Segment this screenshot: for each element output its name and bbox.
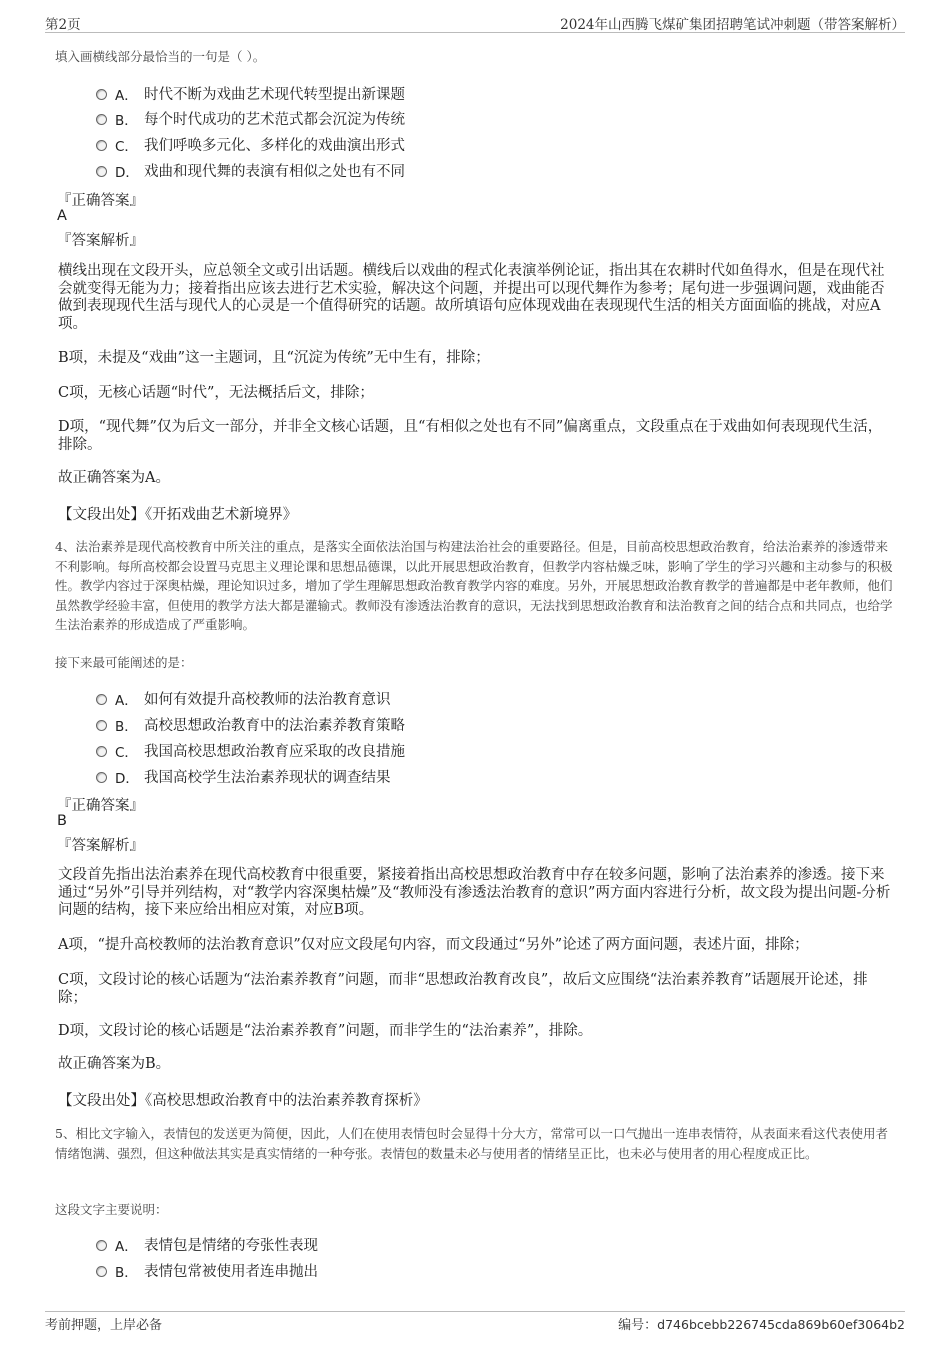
q4-explanation-main: 文段首先指出法治素养在现代高校教育中很重要，紧接着指出高校思想政治教育中存在较多问题，影响了法治素养的渗透。接下来通过“另外”引导并列结构，对“教学内容深奥枯燥”及“教师没有渗透法治教育的意识”两方面内容进行分析，故文段为提出问题-分析问题的结构，接下来应给出相应对策，对应B项。	[58, 867, 891, 918]
q4-explanation-d: D项，文段讨论的核心话题是“法治素养教育”问题，而非学生的“法治素养”，排除。	[58, 1023, 593, 1039]
radio-button[interactable]	[96, 1240, 107, 1251]
code-label: 编号：	[618, 1318, 658, 1333]
option-text: 戏曲和现代舞的表演有相似之处也有不同	[144, 164, 405, 180]
q3-stem: 填入画横线部分最恰当的一句是（ ）。	[55, 49, 266, 64]
radio-button[interactable]	[96, 89, 107, 100]
option-letter: A．	[115, 1239, 138, 1255]
option-text: 表情包常被使用者连串抛出	[144, 1264, 318, 1280]
radio-button[interactable]	[96, 1266, 107, 1277]
option-letter: D．	[115, 165, 139, 181]
option-letter: C．	[115, 745, 138, 761]
radio-button[interactable]	[96, 140, 107, 151]
q3-explanation-c: C项，无核心话题“时代”，无法概括后文，排除；	[58, 385, 374, 401]
footer-slogan: 考前押题，上岸必备	[45, 1318, 163, 1333]
option-letter: A．	[115, 693, 138, 709]
q4-answer: B	[57, 813, 67, 829]
option-letter: B．	[115, 1265, 138, 1281]
q4-stem: 接下来最可能阐述的是：	[55, 655, 193, 670]
option-text: 表情包是情绪的夸张性表现	[144, 1238, 318, 1254]
q5-passage: 5、相比文字输入，表情包的发送更为简便，因此，人们在使用表情包时会显得十分大方，常常可以一口气抛出一连串表情符，从表面来看这代表使用者情绪饱满、强烈，但这种做法其实是真实情绪的一种夸张。表情包的数量未必与使用者的情绪呈正比，也未必与使用者的用心程度成正比。	[55, 1126, 888, 1161]
radio-button[interactable]	[96, 694, 107, 705]
q4-source: 【文段出处】《高校思想政治教育中的法治素养教育探析》	[58, 1093, 428, 1109]
q4-explanation-c: C项，文段讨论的核心话题为“法治素养教育”问题，而非“思想政治教育改良”，故后文应围绕“法治素养教育”话题展开论述，排除；	[58, 972, 868, 1006]
code-value: d746bcebb226745cda869b60ef3064b2	[657, 1317, 905, 1332]
q3-explanation-d: D项，“现代舞”仅为后文一部分，并非全文核心话题，且“有相似之处也有不同”偏离重点，文段重点在于戏曲如何表现现代生活，排除。	[58, 419, 883, 453]
option-letter: B．	[115, 113, 138, 129]
q3-analysis-label: 『答案解析』	[57, 233, 144, 249]
option-letter: A．	[115, 88, 138, 104]
radio-button[interactable]	[96, 720, 107, 731]
q4-explanation-a: A项，“提升高校教师的法治教育意识”仅对应文段尾句内容，而文段通过“另外”论述了两方面问题，表述片面，排除；	[58, 937, 809, 953]
q3-source: 【文段出处】《开拓戏曲艺术新境界》	[58, 507, 298, 523]
q4-analysis-label: 『答案解析』	[57, 838, 144, 854]
q4-passage: 4、法治素养是现代高校教育中所关注的重点，是落实全面依法治国与构建法治社会的重要路径。但是，目前高校思想政治教育，给法治素养的渗透带来不利影响。每所高校都会设置马克思主义理论课和思想品德课，以此开展思想政治教育，但教学内容枯燥乏味，影响了学生的学习兴趣和主动参与的积极性。教学内容过于深奥枯燥，理论知识过多，增加了学生理解思想政治教育教学内容的难度。另外，开展思想政治教育教学的普遍都是中老年教师，他们虽然教学经验丰富，但使用的教学方法大都是灌输式。教师没有渗透法治教育的意识，无法找到思想政治教育和法治教育之间的结合点和共同点，也给学生法治素养的形成造成了严重影响。	[55, 539, 893, 632]
option-text: 高校思想政治教育中的法治素养教育策略	[144, 718, 405, 734]
q3-explanation-main: 横线出现在文段开头，应总领全文或引出话题。横线后以戏曲的程式化表演举例论证，指出其在农耕时代如鱼得水，但是在现代社会就变得无能为力；接着指出应该去进行艺术实验，解决这个问题，并提出可以现代舞作为参考；尾句进一步强调问题，戏曲能否做到表现现代生活与现代人的心灵是一个值得研究的话题。故所填语句应体现戏曲在表现现代生活的相关方面面临的挑战，对应A项。	[58, 263, 885, 332]
option-text: 我们呼唤多元化、多样化的戏曲演出形式	[144, 138, 405, 154]
q3-answer-label: 『正确答案』	[57, 193, 144, 209]
option-letter: B．	[115, 719, 138, 735]
radio-button[interactable]	[96, 114, 107, 125]
q5-stem: 这段文字主要说明：	[55, 1202, 168, 1217]
option-text: 我国高校思想政治教育应采取的改良措施	[144, 744, 405, 760]
option-text: 每个时代成功的艺术范式都会沉淀为传统	[144, 112, 405, 128]
radio-button[interactable]	[96, 746, 107, 757]
option-letter: C．	[115, 139, 138, 155]
option-text: 我国高校学生法治素养现状的调查结果	[144, 770, 391, 786]
q4-answer-label: 『正确答案』	[57, 798, 144, 814]
document-title: 2024年山西腾飞煤矿集团招聘笔试冲刺题（带答案解析）	[560, 17, 905, 33]
option-text: 如何有效提升高校教师的法治教育意识	[144, 692, 391, 708]
q4-conclusion: 故正确答案为B。	[58, 1056, 171, 1072]
document-code	[618, 1314, 905, 1333]
page-number: 第2页	[45, 17, 81, 33]
option-text: 时代不断为戏曲艺术现代转型提出新课题	[144, 87, 405, 103]
radio-button[interactable]	[96, 772, 107, 783]
q3-answer: A	[57, 208, 67, 224]
page-header	[45, 10, 905, 33]
footer-divider	[45, 1311, 905, 1312]
q3-explanation-b: B项，未提及“戏曲”这一主题词，且“沉淀为传统”无中生有，排除；	[58, 350, 490, 366]
q3-conclusion: 故正确答案为A。	[58, 470, 170, 486]
option-letter: D．	[115, 771, 139, 787]
radio-button[interactable]	[96, 166, 107, 177]
